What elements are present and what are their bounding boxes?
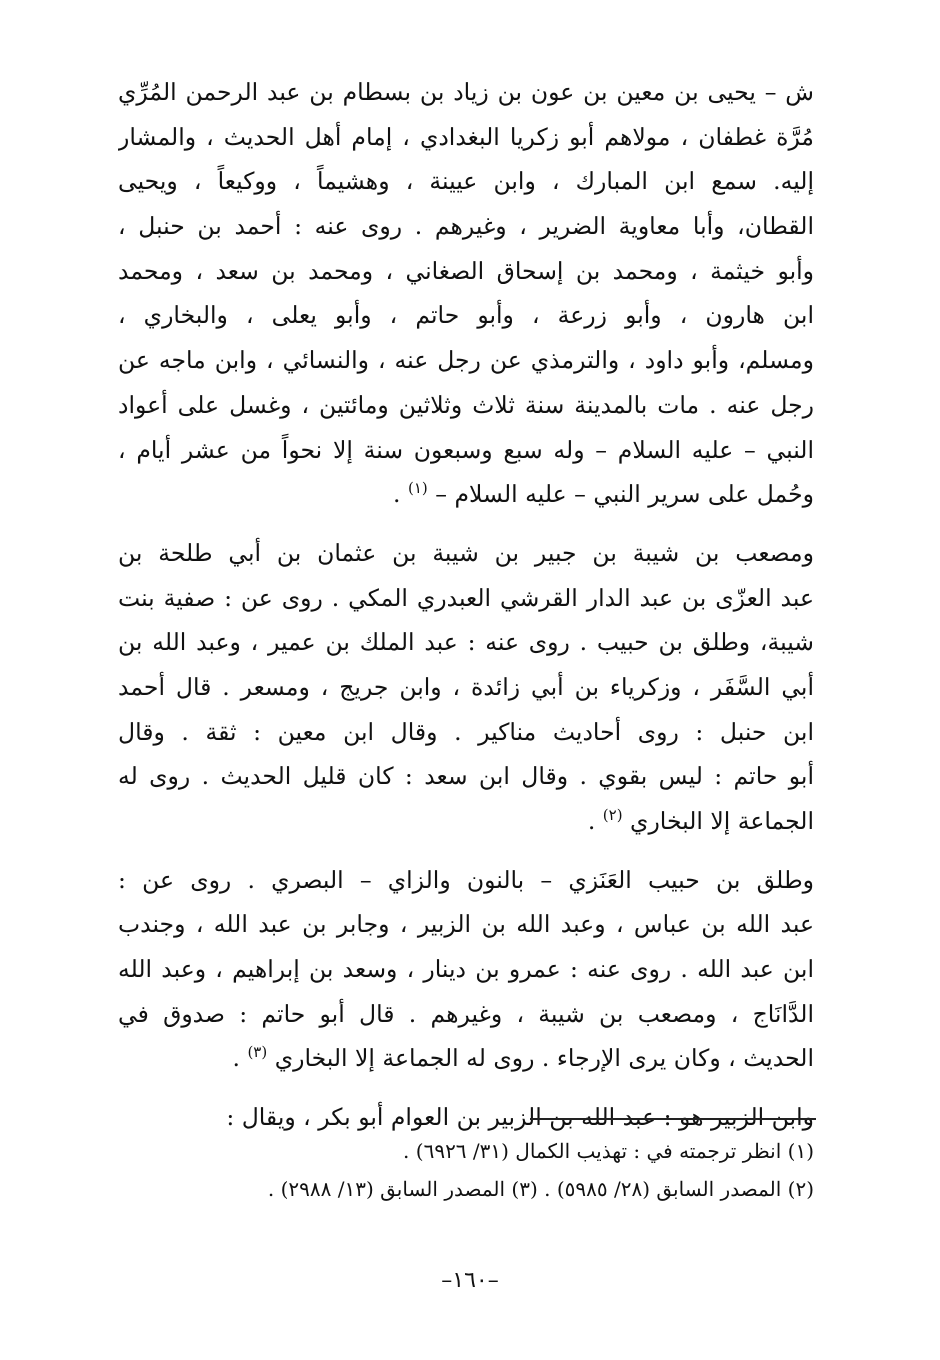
text-line <box>118 531 814 576</box>
text-line <box>118 665 814 710</box>
line-text: ابن عبد الله . روى عنه : عمرو بن دينار ، وسعد بن إبراهيم ، وعبد الله <box>118 955 814 984</box>
text-line <box>118 293 814 338</box>
text-line <box>118 383 814 428</box>
line-text: وابن الزبير هو : عبد الله بن الزبير بن العوام أبو بكر ، ويقال : <box>226 1103 814 1132</box>
paragraph-gap <box>118 1081 814 1095</box>
paragraph <box>118 858 814 1081</box>
line-text: وطلق بن حبيب العَنَزي – بالنون والزاي – البصري . روى عن : <box>118 865 814 894</box>
line-text: عبد العزّى بن عبد الدار القرشي العبدري المكي . روى عن : صفية بنت <box>118 583 814 612</box>
line-text: وأبو خيثمة ، ومحمد بن إسحاق الصغاني ، ومحمد بن سعد ، ومحمد <box>118 256 814 285</box>
paragraph <box>118 70 814 517</box>
text-line <box>118 428 814 473</box>
paragraph-gap <box>118 844 814 858</box>
paragraph-gap <box>118 517 814 531</box>
text-line <box>118 858 814 903</box>
line-end-punctuation: . <box>232 1044 248 1073</box>
paragraph <box>118 531 814 844</box>
line-end-punctuation: . <box>393 480 408 509</box>
footnote-separator <box>530 1118 816 1120</box>
footnote-marker: (١) <box>407 479 428 498</box>
text-line <box>118 947 814 992</box>
line-text: ش – يحيى بن معين بن عون بن زياد بن بسطام بن عبد الرحمن المُرِّي <box>118 78 814 106</box>
text-line <box>118 204 814 249</box>
line-text: الحديث ، وكان يرى الإرجاء . روى له الجماعة إلا البخاري <box>274 1044 814 1073</box>
line-text: ومسلم، وأبو داود ، والترمذي عن رجل عنه ، والنسائي ، وابن ماجه عن <box>118 346 814 375</box>
line-text: الجماعة إلا البخاري <box>630 807 814 835</box>
line-end-punctuation: . <box>587 807 603 835</box>
text-line <box>118 620 814 665</box>
text-line <box>118 70 814 115</box>
line-text: مُرَّة غطفان ، مولاهم أبو زكريا البغدادي ، إمام أهل الحديث ، والمشار <box>118 122 814 151</box>
body-text <box>118 70 814 1140</box>
line-text: عبد الله بن عباس ، وعبد الله بن الزبير ، وجابر بن عبد الله ، وجندب <box>118 910 814 939</box>
line-text: شيبة، وطلق بن حبيب . روى عنه : عبد الملك بن عمير ، وعبد الله بن <box>118 628 814 657</box>
text-line <box>118 799 814 844</box>
text-line <box>118 576 814 621</box>
text-line <box>118 902 814 947</box>
text-line <box>118 710 814 755</box>
text-line <box>118 992 814 1037</box>
footnote-marker: (٢) <box>602 806 623 825</box>
footnote-line: (٢) المصدر السابق (٢٨/ ٥٩٨٥) . (٣) المصدر السابق (١٣/ ٢٩٨٨) . <box>267 1177 814 1201</box>
line-text: ومصعب بن شيبة بن جبير بن شيبة بن عثمان بن أبي طلحة بن <box>118 538 814 567</box>
text-line <box>118 115 814 160</box>
footnote-line: (١) انظر ترجمته في : تهذيب الكمال (٣١/ ٦٩٢٦) . <box>403 1139 814 1163</box>
text-line <box>118 1036 814 1081</box>
text-line <box>118 159 814 204</box>
line-text: رجل عنه . مات بالمدينة سنة ثلاث وثلاثين ومائتين ، وغسل على أعواد <box>118 390 814 419</box>
footnotes <box>118 1132 814 1208</box>
text-line <box>118 249 814 294</box>
text-line <box>118 754 814 799</box>
line-text: النبي – عليه السلام – وله سبع وسبعون سنة إلا نحواً من عشر أيام ، <box>118 435 814 464</box>
line-text: إليه. سمع ابن المبارك ، وابن عيينة ، وهشيماً ، ووكيعاً ، ويحيى <box>118 167 814 196</box>
text-line <box>118 338 814 383</box>
line-text: ابن حنبل : روى أحاديث مناكير . وقال ابن معين : ثقة . وقال <box>118 717 814 746</box>
line-text: الدَّانَاج ، ومصعب بن شيبة ، وغيرهم . قال أبو حاتم : صدوق في <box>118 999 814 1028</box>
footnote-marker: (٣) <box>247 1043 268 1062</box>
text-line <box>118 472 814 517</box>
line-text: أبو حاتم : ليس بقوي . وقال ابن سعد : كان قليل الحديث . روى له <box>118 762 814 791</box>
line-text: أبي السَّفَر ، وزكرياء بن أبي زائدة ، وابن جريج ، ومسعر . قال أحمد <box>118 672 814 701</box>
line-text: وحُمل على سرير النبي – عليه السلام – <box>435 480 814 509</box>
line-text: القطان، وأبا معاوية الضرير ، وغيرهم . روى عنه : أحمد بن حنبل ، <box>118 212 814 241</box>
line-text: ابن هارون ، وأبو زرعة ، وأبو حاتم ، وأبو يعلى ، والبخاري ، <box>118 301 814 330</box>
page-number: –١٦٠– <box>441 1268 499 1293</box>
